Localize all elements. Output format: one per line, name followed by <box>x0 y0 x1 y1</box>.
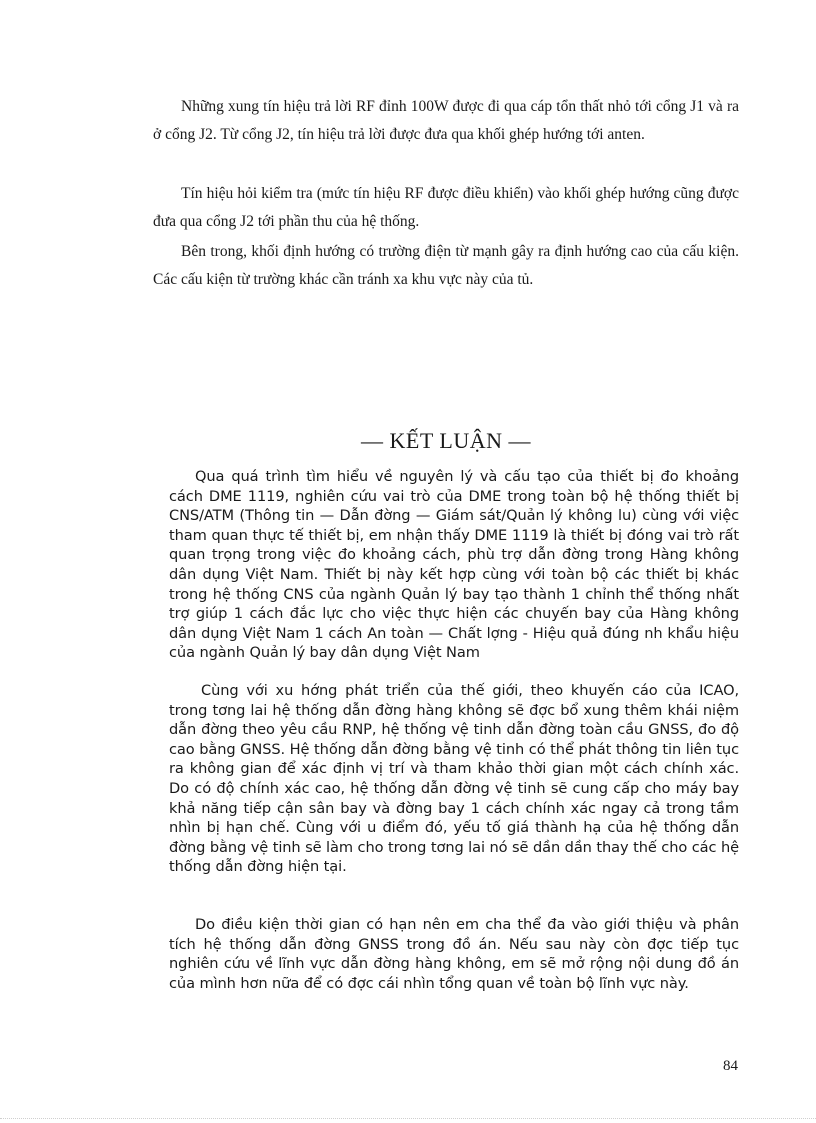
page-number: 84 <box>723 1058 738 1074</box>
page-bottom-edge <box>0 1118 816 1119</box>
conclusion-paragraph-future-work: Do điều kiện thời gian có hạn nên em cha thể đa vào giới thiệu và phân tích hệ thống dẫn đờng GNSS trong đồ án. Nếu sau này còn đợc tiếp tục nghiên cứu về lĩnh vực dẫn đờng hàng không, em sẽ mở rộng nội dung đồ án của mình hơn nữa để có đợc cái nhìn tổng quan về toàn bộ lĩnh vực này. <box>169 916 739 992</box>
body-paragraph-directional-coupler: Bên trong, khối định hướng có trường điện từ mạnh gây ra định hướng cao của cấu kiện. Các cấu kiện từ trường khác cần tránh xa khu vực này của tủ. <box>153 243 739 288</box>
body-paragraph-test-interrogation: Tín hiệu hỏi kiểm tra (mức tín hiệu RF được điều khiển) vào khối ghép hướng cũng được đưa qua cổng J2 tới phần thu của hệ thống. <box>153 185 739 230</box>
conclusion-paragraph-dme-role: Qua quá trình tìm hiểu về nguyên lý và cấu tạo của thiết bị đo khoảng cách DME 1119, nghiên cứu vai trò của DME trong toàn bộ hệ thống thiết bị CNS/ATM (Thông tin — Dẫn đờng — Giám sát/Quản lý không lu) cùng với việc tham quan thực tế thiết bị, em nhận thấy DME 1119 là thiết bị đóng vai trò rất quan trọng trong việc đo khoảng cách, phù trợ dẫn đờng trong Hàng không dân dụng Việt Nam. Thiết bị này kết hợp cùng với toàn bộ các thiết bị khác trong hệ thống CNS của ngành Quản lý bay tạo thành 1 chỉnh thể thống nhất trợ giúp 1 cách đắc lực cho việc thực hiện các chuyến bay của Hàng không dân dụng Việt Nam 1 cách An toàn — Chất lợng - Hiệu quả đúng nh khẩu hiệu của ngành Quản lý bay dân dụng Việt Nam <box>169 468 739 662</box>
conclusion-paragraph-gnss-trend: Cùng với xu hớng phát triển của thế giới, theo khuyến cáo của ICAO, trong tơng lai hệ thống dẫn đờng hàng không sẽ đợc bổ xung thêm khái niệm dẫn đờng theo yêu cầu RNP, hệ thống vệ tinh dẫn đờng toàn cầu GNSS, đo độ cao bằng GNSS. Hệ thống dẫn đờng bằng vệ tinh có thể phát thông tin liên tục ra không gian để xác định vị trí và tham khảo thời gian một cách chính xác. Do có độ chính xác cao, hệ thống dẫn đờng vệ tinh sẽ cung cấp cho máy bay khả năng tiếp cận sân bay và đờng bay 1 cách chính xác ngay cả trong tầm nhìn bị hạn chế. Cùng với u điểm đó, yếu tố giá thành hạ của hệ thống dẫn đờng bằng vệ tinh sẽ làm cho trong tơng lai nó sẽ dần dần thay thế cho các hệ thống dẫn đờng hiện tại. <box>169 682 739 876</box>
body-paragraph-rf-reply: Những xung tín hiệu trả lời RF đỉnh 100W được đi qua cáp tổn thất nhỏ tới cổng J1 và ra ở cổng J2. Từ cổng J2, tín hiệu trả lời được đưa qua khối ghép hướng tới anten. <box>153 98 739 143</box>
conclusion-heading: — KẾT LUẬN — <box>361 428 531 453</box>
